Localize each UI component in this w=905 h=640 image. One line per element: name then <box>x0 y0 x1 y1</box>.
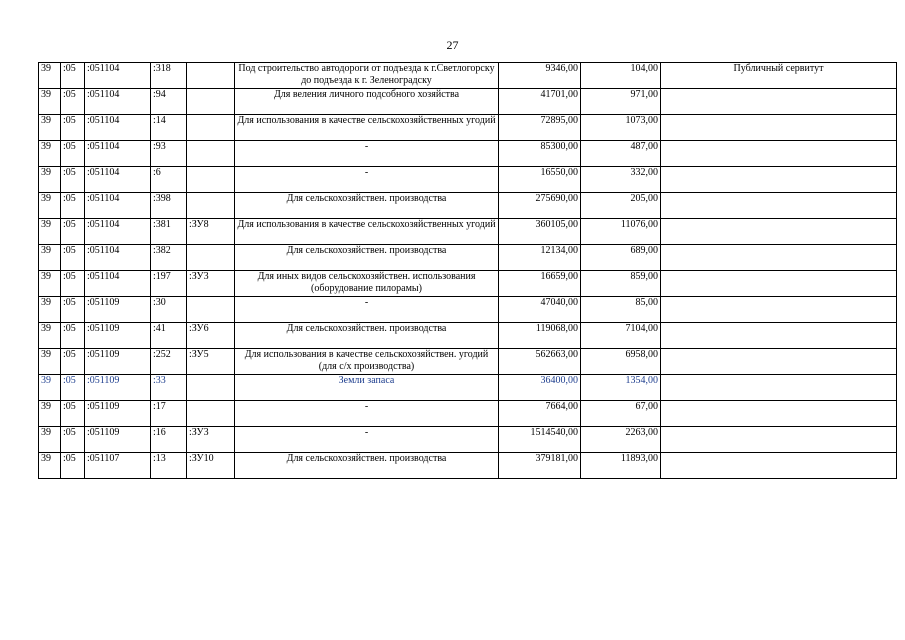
value-cell: 1354,00 <box>581 375 661 401</box>
district-code-cell: :05 <box>61 297 85 323</box>
note-cell <box>661 401 897 427</box>
table-row <box>39 141 897 167</box>
value-cell: 7104,00 <box>581 323 661 349</box>
designation-cell <box>187 63 235 89</box>
table-row <box>39 271 897 297</box>
area-cell: 72895,00 <box>499 115 581 141</box>
plot-number-cell: :382 <box>151 245 187 271</box>
region-code-cell: 39 <box>39 167 61 193</box>
district-code-cell: :05 <box>61 401 85 427</box>
area-cell: 275690,00 <box>499 193 581 219</box>
value-cell: 67,00 <box>581 401 661 427</box>
purpose-cell: Для сельскохозяйствен. производства <box>235 323 499 349</box>
plot-number-cell: :318 <box>151 63 187 89</box>
region-code-cell: 39 <box>39 193 61 219</box>
district-code-cell: :05 <box>61 245 85 271</box>
area-cell: 119068,00 <box>499 323 581 349</box>
quarter-code-cell: :051104 <box>85 141 151 167</box>
purpose-cell: - <box>235 141 499 167</box>
region-code-cell: 39 <box>39 89 61 115</box>
quarter-code-cell: :051109 <box>85 375 151 401</box>
note-cell <box>661 453 897 479</box>
district-code-cell: :05 <box>61 323 85 349</box>
designation-cell <box>187 297 235 323</box>
note-cell <box>661 375 897 401</box>
plot-number-cell: :41 <box>151 323 187 349</box>
note-cell <box>661 349 897 375</box>
region-code-cell: 39 <box>39 115 61 141</box>
table-row <box>39 63 897 89</box>
value-cell: 11893,00 <box>581 453 661 479</box>
value-cell: 971,00 <box>581 89 661 115</box>
region-code-cell: 39 <box>39 375 61 401</box>
area-cell: 36400,00 <box>499 375 581 401</box>
region-code-cell: 39 <box>39 63 61 89</box>
plot-number-cell: :33 <box>151 375 187 401</box>
plot-number-cell: :398 <box>151 193 187 219</box>
quarter-code-cell: :051109 <box>85 401 151 427</box>
quarter-code-cell: :051104 <box>85 193 151 219</box>
purpose-cell: Для использования в качестве сельскохозяйственных угодий <box>235 219 499 245</box>
designation-cell <box>187 115 235 141</box>
table-row <box>39 297 897 323</box>
region-code-cell: 39 <box>39 349 61 375</box>
value-cell: 11076,00 <box>581 219 661 245</box>
area-cell: 9346,00 <box>499 63 581 89</box>
note-cell <box>661 271 897 297</box>
district-code-cell: :05 <box>61 375 85 401</box>
area-cell: 16550,00 <box>499 167 581 193</box>
quarter-code-cell: :051104 <box>85 271 151 297</box>
quarter-code-cell: :051104 <box>85 167 151 193</box>
value-cell: 104,00 <box>581 63 661 89</box>
district-code-cell: :05 <box>61 141 85 167</box>
table-row <box>39 349 897 375</box>
land-plots-table <box>38 62 897 479</box>
purpose-cell: - <box>235 401 499 427</box>
district-code-cell: :05 <box>61 115 85 141</box>
quarter-code-cell: :051109 <box>85 323 151 349</box>
quarter-code-cell: :051104 <box>85 89 151 115</box>
region-code-cell: 39 <box>39 401 61 427</box>
purpose-cell: - <box>235 297 499 323</box>
area-cell: 360105,00 <box>499 219 581 245</box>
purpose-cell: Земли запаса <box>235 375 499 401</box>
purpose-cell: - <box>235 427 499 453</box>
district-code-cell: :05 <box>61 271 85 297</box>
designation-cell: :ЗУ6 <box>187 323 235 349</box>
region-code-cell: 39 <box>39 297 61 323</box>
quarter-code-cell: :051109 <box>85 297 151 323</box>
note-cell <box>661 167 897 193</box>
designation-cell: :ЗУ3 <box>187 271 235 297</box>
purpose-cell: - <box>235 167 499 193</box>
region-code-cell: 39 <box>39 271 61 297</box>
note-cell <box>661 89 897 115</box>
area-cell: 41701,00 <box>499 89 581 115</box>
value-cell: 487,00 <box>581 141 661 167</box>
district-code-cell: :05 <box>61 219 85 245</box>
plot-number-cell: :16 <box>151 427 187 453</box>
designation-cell <box>187 375 235 401</box>
purpose-cell: Для сельскохозяйствен. производства <box>235 245 499 271</box>
purpose-cell: Под строительство автодороги от подъезда к г.Светлогорску до подъезда к г. Зеленоградску <box>235 63 499 89</box>
area-cell: 12134,00 <box>499 245 581 271</box>
quarter-code-cell: :051104 <box>85 219 151 245</box>
table-row <box>39 323 897 349</box>
value-cell: 85,00 <box>581 297 661 323</box>
plot-number-cell: :93 <box>151 141 187 167</box>
table-row <box>39 89 897 115</box>
region-code-cell: 39 <box>39 245 61 271</box>
value-cell: 6958,00 <box>581 349 661 375</box>
designation-cell: :ЗУ10 <box>187 453 235 479</box>
note-cell: Публичный сервитут <box>661 63 897 89</box>
designation-cell <box>187 141 235 167</box>
table-row <box>39 427 897 453</box>
quarter-code-cell: :051109 <box>85 427 151 453</box>
note-cell <box>661 115 897 141</box>
purpose-cell: Для иных видов сельскохозяйствен. использования (оборудование пилорамы) <box>235 271 499 297</box>
table-row <box>39 219 897 245</box>
value-cell: 689,00 <box>581 245 661 271</box>
purpose-cell: Для использования в качестве сельскохозяйственных угодий <box>235 115 499 141</box>
quarter-code-cell: :051107 <box>85 453 151 479</box>
value-cell: 332,00 <box>581 167 661 193</box>
designation-cell: :ЗУ8 <box>187 219 235 245</box>
table-row <box>39 401 897 427</box>
note-cell <box>661 193 897 219</box>
designation-cell: :ЗУ5 <box>187 349 235 375</box>
purpose-cell: Для веления личного подсобного хозяйства <box>235 89 499 115</box>
page-number: 27 <box>446 38 459 52</box>
table-row <box>39 167 897 193</box>
region-code-cell: 39 <box>39 453 61 479</box>
region-code-cell: 39 <box>39 427 61 453</box>
note-cell <box>661 219 897 245</box>
plot-number-cell: :13 <box>151 453 187 479</box>
designation-cell <box>187 167 235 193</box>
note-cell <box>661 141 897 167</box>
designation-cell <box>187 401 235 427</box>
area-cell: 7664,00 <box>499 401 581 427</box>
value-cell: 205,00 <box>581 193 661 219</box>
district-code-cell: :05 <box>61 427 85 453</box>
district-code-cell: :05 <box>61 453 85 479</box>
area-cell: 379181,00 <box>499 453 581 479</box>
quarter-code-cell: :051109 <box>85 349 151 375</box>
district-code-cell: :05 <box>61 63 85 89</box>
note-cell <box>661 427 897 453</box>
plot-number-cell: :14 <box>151 115 187 141</box>
plot-number-cell: :94 <box>151 89 187 115</box>
purpose-cell: Для сельскохозяйствен. производства <box>235 193 499 219</box>
plot-number-cell: :6 <box>151 167 187 193</box>
table-row <box>39 245 897 271</box>
designation-cell <box>187 89 235 115</box>
plot-number-cell: :252 <box>151 349 187 375</box>
region-code-cell: 39 <box>39 219 61 245</box>
area-cell: 1514540,00 <box>499 427 581 453</box>
district-code-cell: :05 <box>61 89 85 115</box>
region-code-cell: 39 <box>39 323 61 349</box>
table-row <box>39 375 897 401</box>
note-cell <box>661 323 897 349</box>
purpose-cell: Для использования в качестве сельскохозяйствен. угодий (для с/х производства) <box>235 349 499 375</box>
district-code-cell: :05 <box>61 193 85 219</box>
area-cell: 562663,00 <box>499 349 581 375</box>
area-cell: 85300,00 <box>499 141 581 167</box>
designation-cell <box>187 245 235 271</box>
note-cell <box>661 297 897 323</box>
district-code-cell: :05 <box>61 167 85 193</box>
table-row <box>39 193 897 219</box>
plot-number-cell: :30 <box>151 297 187 323</box>
district-code-cell: :05 <box>61 349 85 375</box>
table-row <box>39 115 897 141</box>
note-cell <box>661 245 897 271</box>
area-cell: 47040,00 <box>499 297 581 323</box>
value-cell: 1073,00 <box>581 115 661 141</box>
quarter-code-cell: :051104 <box>85 115 151 141</box>
plot-number-cell: :197 <box>151 271 187 297</box>
plot-number-cell: :17 <box>151 401 187 427</box>
quarter-code-cell: :051104 <box>85 245 151 271</box>
quarter-code-cell: :051104 <box>85 63 151 89</box>
designation-cell <box>187 193 235 219</box>
table-body <box>39 63 897 479</box>
region-code-cell: 39 <box>39 141 61 167</box>
designation-cell: :ЗУ3 <box>187 427 235 453</box>
plot-number-cell: :381 <box>151 219 187 245</box>
purpose-cell: Для сельскохозяйствен. производства <box>235 453 499 479</box>
value-cell: 859,00 <box>581 271 661 297</box>
value-cell: 2263,00 <box>581 427 661 453</box>
area-cell: 16659,00 <box>499 271 581 297</box>
table-row <box>39 453 897 479</box>
